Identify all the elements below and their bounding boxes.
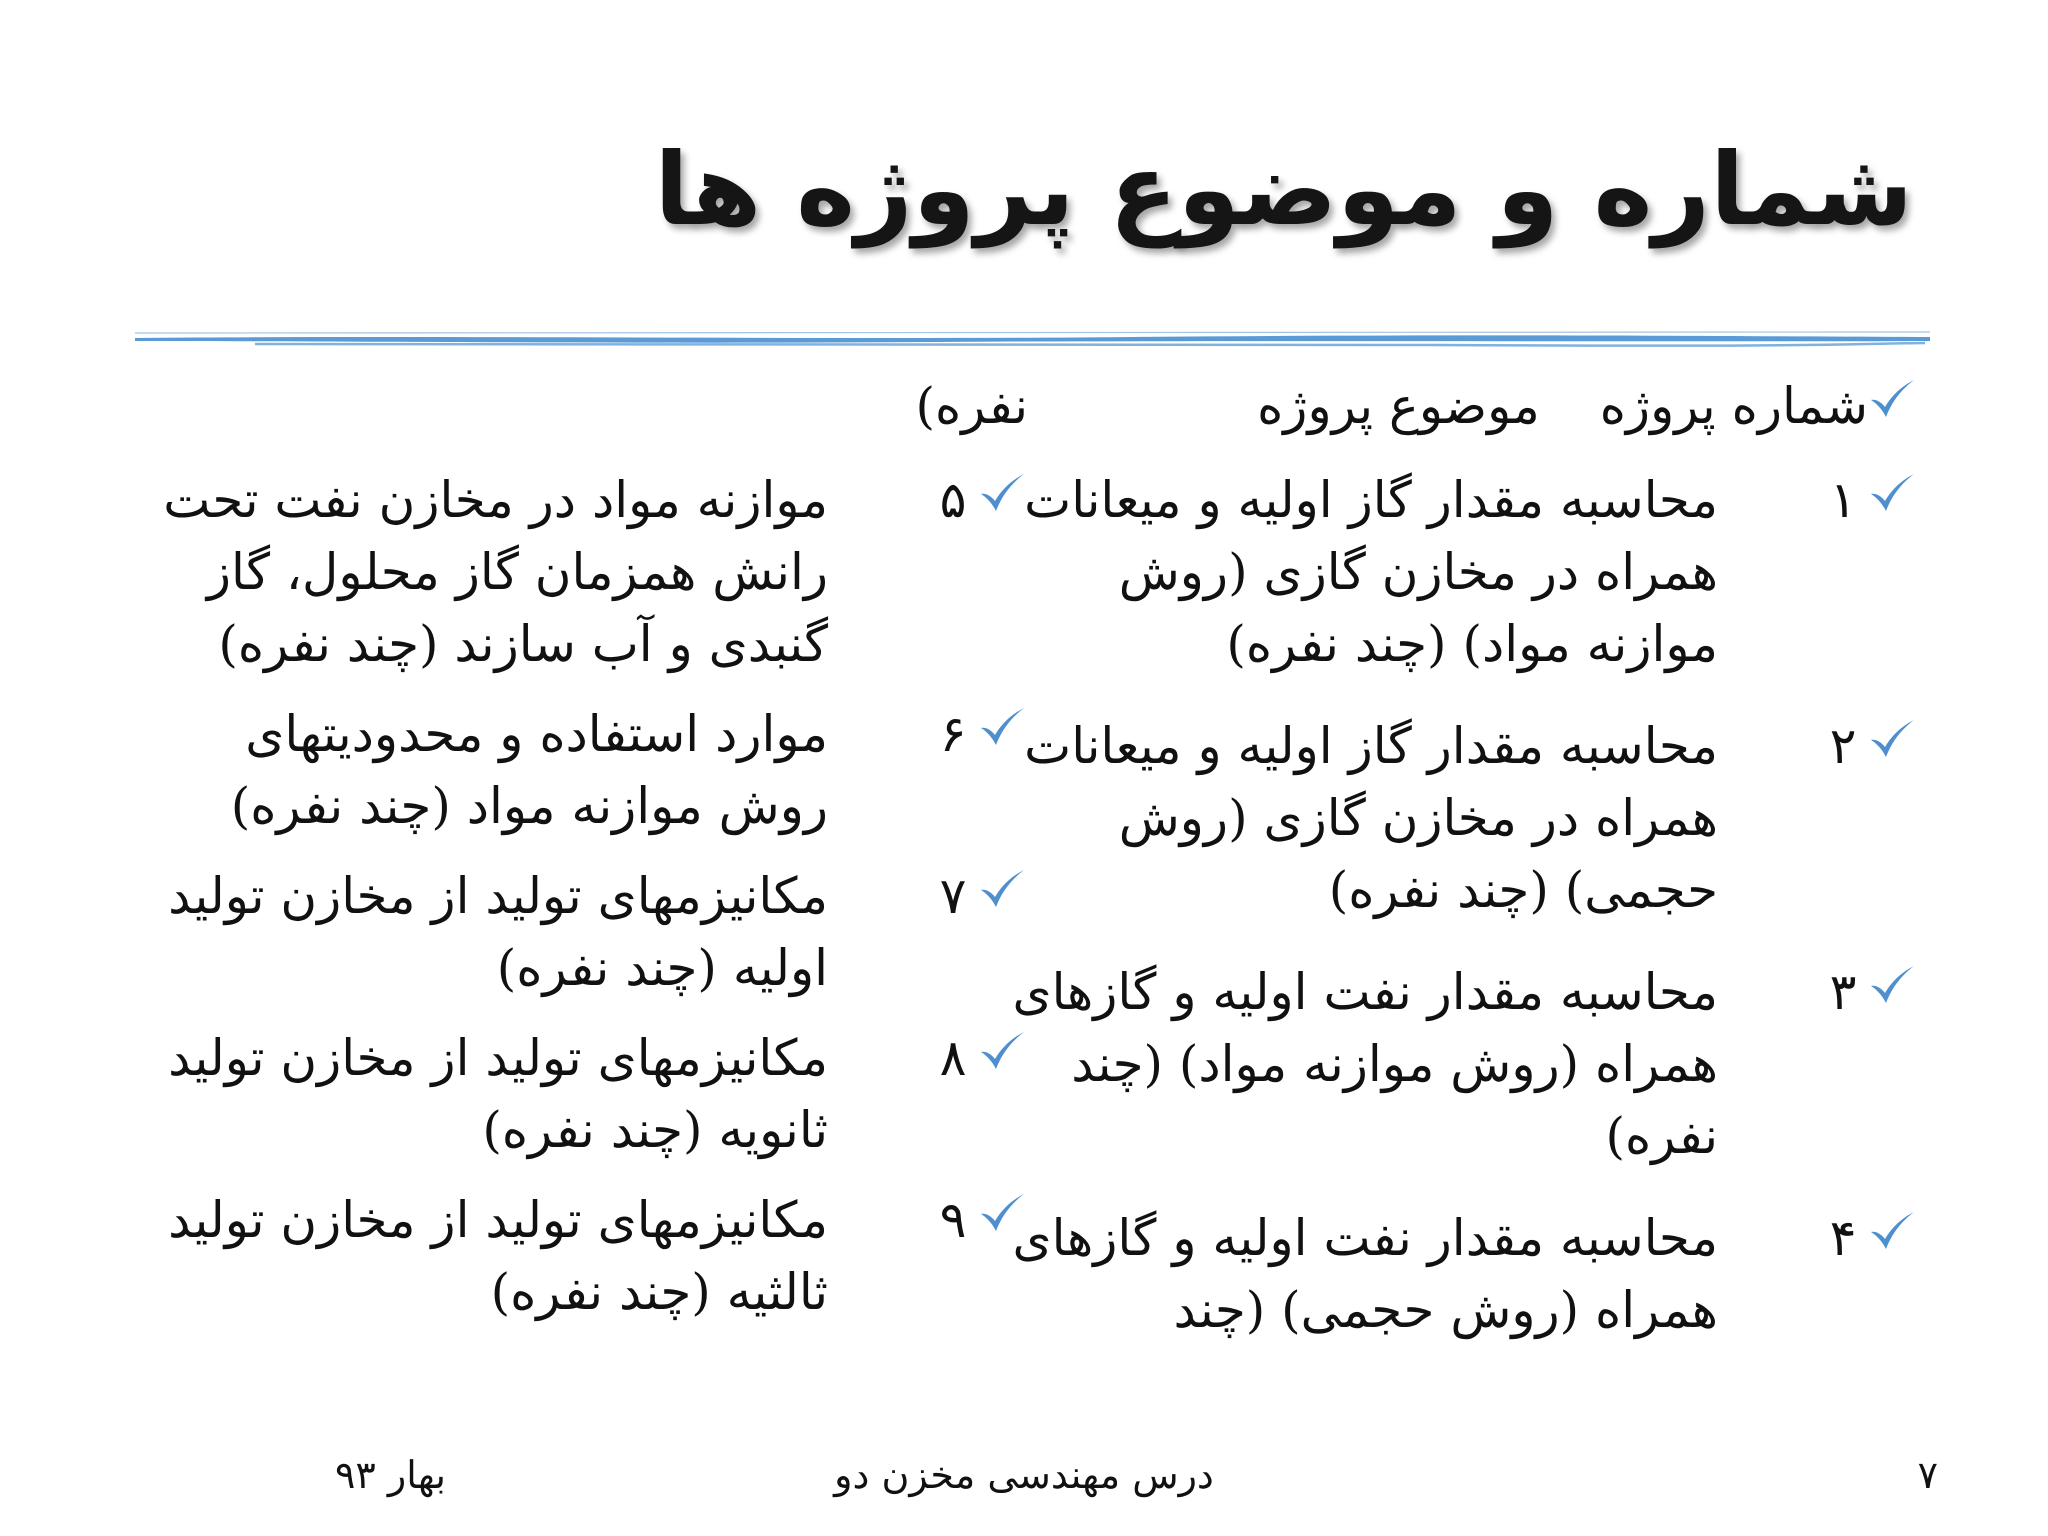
- item-number: ۷: [939, 867, 967, 925]
- item-text: محاسبه مقدار نفت اولیه و گازهای همراه (روش حجمی) (چند: [1012, 1209, 1718, 1339]
- check-icon: [978, 698, 1028, 770]
- check-icon: [978, 464, 1028, 536]
- check-icon: [1868, 370, 1918, 442]
- list-item: [1008, 1202, 1918, 1346]
- page-number: ۷: [1917, 1453, 1938, 1497]
- check-icon: [978, 860, 1028, 932]
- list-item: [128, 1022, 1028, 1166]
- course-name: درس مهندسی مخزن دو: [834, 1453, 1214, 1497]
- header-subject-label: موضوع پروژه: [1257, 377, 1540, 435]
- list-item: [1008, 956, 1918, 1172]
- continued-text: نفره): [915, 377, 1028, 435]
- header-row: [1008, 370, 1918, 442]
- title-divider: [135, 328, 1930, 354]
- item-number: ۲: [1829, 717, 1857, 775]
- check-icon: [978, 1184, 1028, 1256]
- item-number: ۶: [939, 705, 967, 763]
- list-item: [128, 1184, 1028, 1328]
- item-number: ۴: [1829, 1209, 1857, 1267]
- item-text: محاسبه مقدار گاز اولیه و میعانات همراه در مخازن گازی (روش حجمی) (چند نفره): [1024, 717, 1718, 919]
- item-text: موارد استفاده و محدودیتهای روش موازنه مواد (چند نفره): [230, 705, 828, 835]
- check-icon: [1868, 1202, 1918, 1274]
- item-text: مکانیزمهای تولید از مخازن تولید ثانویه (چند نفره): [168, 1029, 828, 1159]
- item-text: مکانیزمهای تولید از مخازن تولید اولیه (چند نفره): [168, 867, 828, 997]
- item-text: موازنه مواد در مخازن نفت تحت رانش همزمان گاز محلول، گاز گنبدی و آب سازند (چند نفره): [163, 471, 828, 673]
- left-column: [128, 370, 1028, 1346]
- item-number: ۹: [939, 1191, 967, 1249]
- list-item: [128, 860, 1028, 1004]
- item-text: محاسبه مقدار نفت اولیه و گازهای همراه (روش موازنه مواد) (چند نفره): [1012, 963, 1718, 1165]
- item-text: محاسبه مقدار گاز اولیه و میعانات همراه در مخازن گازی (روش موازنه مواد) (چند نفره): [1024, 471, 1718, 673]
- list-item: [128, 698, 1028, 842]
- slide-title: شماره و موضوع پروژه ها: [654, 131, 1913, 248]
- list-item: [1008, 464, 1918, 680]
- item-number: ۱: [1829, 471, 1857, 529]
- item-number: ۵: [939, 471, 967, 529]
- right-column: [1008, 370, 1918, 1376]
- list-item: [1008, 710, 1918, 926]
- check-icon: [1868, 464, 1918, 536]
- check-icon: [1868, 710, 1918, 782]
- item-number: ۸: [939, 1029, 967, 1087]
- list-item: [128, 464, 1028, 680]
- check-icon: [978, 1022, 1028, 1094]
- header-number-label: شماره پروژه: [1599, 377, 1868, 435]
- check-icon: [1868, 956, 1918, 1028]
- item-text: مکانیزمهای تولید از مخازن تولید ثالثیه (چند نفره): [168, 1191, 828, 1321]
- term-label: بهار ۹۳: [335, 1453, 446, 1497]
- item-number: ۳: [1829, 963, 1857, 1021]
